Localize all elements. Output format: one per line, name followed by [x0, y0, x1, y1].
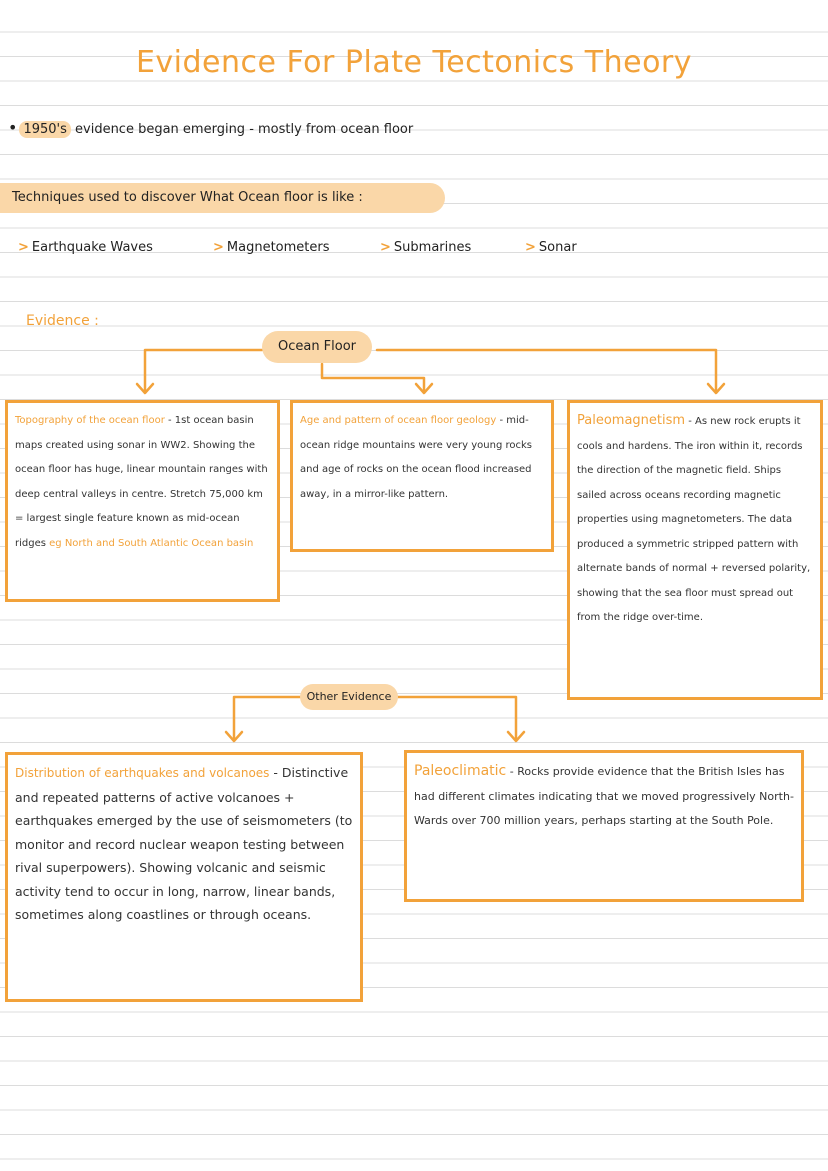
arrow-right-icon: >: [213, 240, 224, 255]
other-evidence-label: Other Evidence: [300, 684, 398, 710]
arrow-to-distribution: [234, 697, 300, 740]
distribution-box: [5, 752, 363, 1002]
paleoclimatic-heading: Paleoclimatic: [414, 763, 507, 779]
arrow-to-age: [322, 364, 424, 392]
technique-label: Earthquake Waves: [31, 240, 153, 255]
paleomagnetism-box: [567, 400, 823, 700]
page-title: Evidence For Plate Tectonics Theory: [135, 45, 693, 80]
distribution-text: - Distinctive and repeated patterns of active volcanoes + earthquakes emerged by the use of seismometers (to monitor and record nuclear weapon testing between rival superpowers). Showing volcanic and seismic activity tend to occur in long, narrow, linear bands, sometimes along coastlines or through oceans.: [15, 765, 353, 922]
age-box: [290, 400, 554, 552]
bullet-icon: •: [8, 118, 18, 137]
age-text: - mid-ocean ridge mountains were very young rocks and age of rocks on the ocean flood increased away, in a mirror-like pattern.: [300, 415, 532, 500]
intro-text: evidence began emerging - mostly from ocean floor: [75, 122, 414, 137]
ocean-floor-label: Ocean Floor: [262, 331, 372, 363]
arrow-to-paleoclimatic: [398, 697, 516, 740]
paleomagnetism-heading: Paleomagnetism: [577, 413, 686, 428]
topography-heading: Topography of the ocean floor: [15, 415, 165, 426]
technique-label: Magnetometers: [226, 240, 330, 255]
arrow-right-icon: >: [380, 240, 391, 255]
techniques-heading: Techniques used to discover What Ocean floor is like :: [0, 183, 445, 213]
arrow-to-paleomagnetism: [377, 350, 716, 392]
topography-box: [5, 400, 280, 602]
technique-label: Sonar: [538, 240, 577, 255]
technique-label: Submarines: [393, 240, 472, 255]
arrow-right-icon: >: [525, 240, 536, 255]
paleoclimatic-box: [404, 750, 804, 902]
topography-example: North and South Atlantic Ocean basin: [64, 537, 254, 549]
arrow-to-topography: [145, 350, 262, 392]
evidence-label: Evidence :: [26, 313, 99, 329]
age-heading: Age and pattern of ocean floor geology: [300, 415, 497, 426]
intro-year: 1950's: [19, 121, 70, 138]
distribution-heading: Distribution of earthquakes and volcanoes: [15, 766, 270, 780]
paleoclimatic-text: - Rocks provide evidence that the British Isles has had different climates indicating that we moved progressively North-Wards over 700 million years, perhaps starting at the South Pole.: [414, 765, 794, 827]
arrow-right-icon: >: [18, 240, 29, 255]
topography-eg: eg: [49, 537, 62, 549]
paleomagnetism-text: - As new rock erupts it cools and hardens. The iron within it, records the direction of the magnetic field. Ships sailed across oceans recording magnetic properties using magnetometers. The data produced a symmetric stripped pattern with alternate bands of normal + reversed polarity, showing that the sea floor must spread out from the ridge over-time.: [577, 416, 811, 623]
topography-text: - 1st ocean basin maps created using sonar in WW2. Showing the ocean floor has huge, linear mountain ranges with deep central valleys in centre. Stretch 75,000 km = largest single feature known as mid-ocean ridges: [15, 415, 268, 549]
